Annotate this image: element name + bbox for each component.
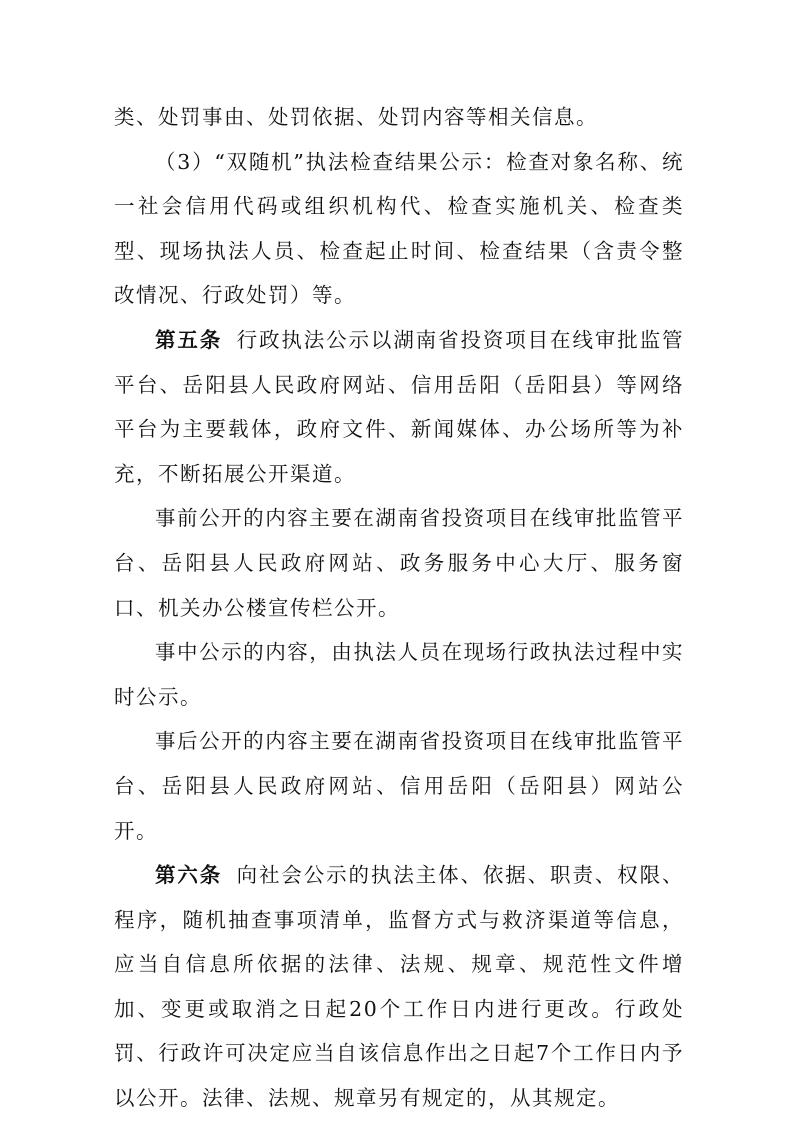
- paragraph-pre-disclosure: [114, 496, 684, 630]
- paragraph-text: （3）“双随机”执法检查结果公示：检查对象名称、统一社会信用代码或组织机构代、检查实施机关、检查类型、现场执法人员、检查起止时间、检查结果（含责令整改情况、行政处罚）等。: [114, 149, 684, 308]
- article-label: 第六条: [155, 863, 223, 888]
- document-body: [114, 95, 684, 1121]
- article-5: [114, 318, 684, 496]
- paragraph-post-disclosure: [114, 719, 684, 853]
- paragraph-text: 事前公开的内容主要在湖南省投资项目在线审批监管平台、岳阳县人民政府网站、政务服务中心大厅、服务窗口、机关办公楼宣传栏公开。: [114, 506, 684, 620]
- article-6: [114, 853, 684, 1121]
- paragraph-text: 行政执法公示以湖南省投资项目在线审批监管平台、岳阳县人民政府网站、信用岳阳（岳阳县）等网络平台为主要载体，政府文件、新闻媒体、办公场所等为补充，不断拓展公开渠道。: [114, 327, 685, 486]
- paragraph-text: 事后公开的内容主要在湖南省投资项目在线审批监管平台、岳阳县人民政府网站、信用岳阳（岳阳县）网站公开。: [114, 729, 684, 843]
- paragraph-random-inspection-results: [114, 140, 684, 318]
- paragraph-text: 向社会公示的执法主体、依据、职责、权限、程序，随机抽查事项清单，监督方式与救济渠道等信息，应当自信息所依据的法律、法规、规章、规范性文件增加、变更或取消之日起20个工作日内进行更改。行政处罚、行政许可决定应当自该信息作出之日起7个工作日内予以公开。法律、法规、规章另有规定的，从其规定。: [114, 863, 685, 1111]
- article-label: 第五条: [155, 327, 223, 352]
- paragraph-penalty-info-continued: [114, 95, 684, 140]
- paragraph-text: 事中公示的内容，由执法人员在现场行政执法过程中实时公示。: [114, 640, 684, 709]
- paragraph-in-process-disclosure: [114, 630, 684, 719]
- paragraph-text: 类、处罚事由、处罚依据、处罚内容等相关信息。: [114, 105, 598, 129]
